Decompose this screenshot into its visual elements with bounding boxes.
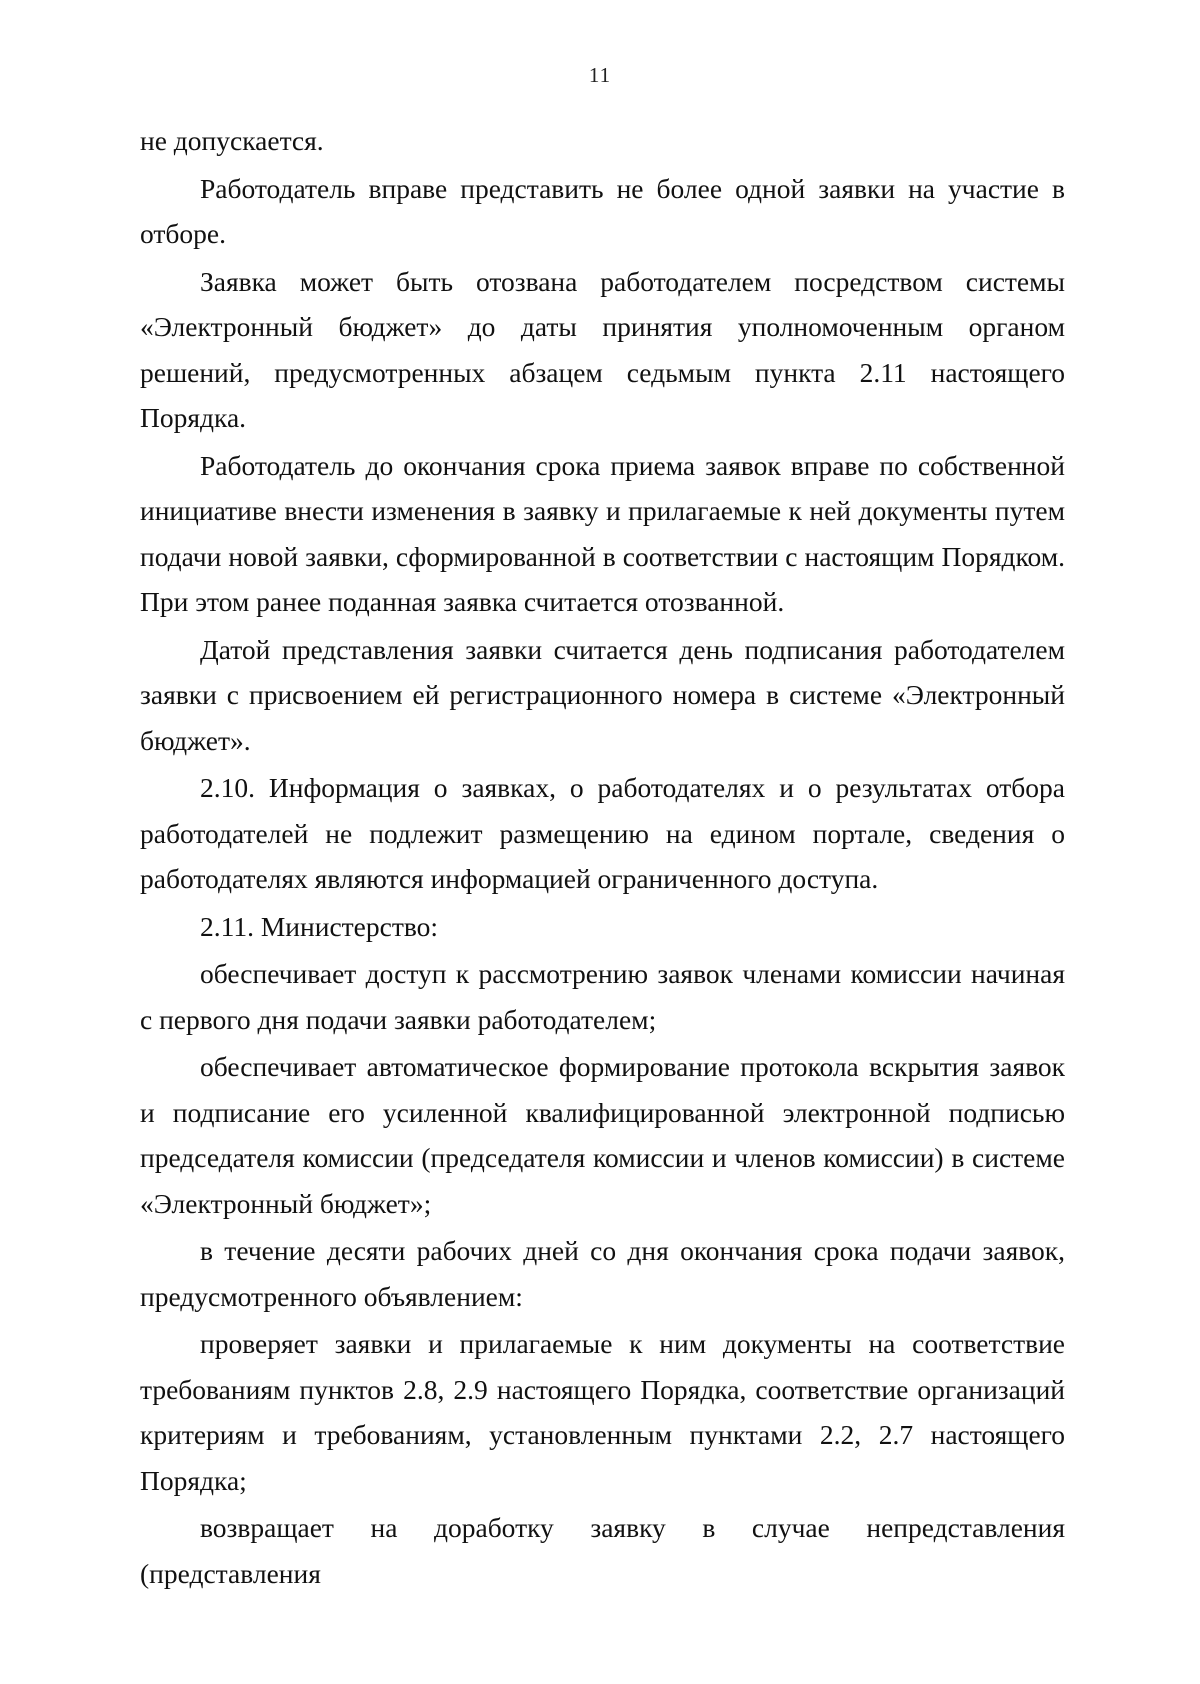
- paragraph: 2.10. Информация о заявках, о работодателях и о результатах отбора работодателей не подлежит размещению на едином портале, сведения о работодателях являются информацией ограниченного доступа.: [140, 772, 1065, 894]
- paragraph: в течение десяти рабочих дней со дня окончания срока подачи заявок, предусмотренного объявлением:: [140, 1235, 1065, 1312]
- paragraph: Работодатель вправе представить не более одной заявки на участие в отборе.: [140, 172, 1065, 249]
- paragraph: проверяет заявки и прилагаемые к ним документы на соответствие требованиям пунктов 2.8, 2.9 настоящего Порядка, соответствие организаций критериям и требованиям, установленным пунктами 2.2, 2.7 настоящего Порядка;: [140, 1328, 1065, 1496]
- paragraph: обеспечивает автоматическое формирование протокола вскрытия заявок и подписание его усиленной квалифицированной электронной подписью председателя комиссии (председателя комиссии и членов комиссии) в системе «Электронный бюджет»;: [140, 1051, 1065, 1219]
- paragraph: Работодатель до окончания срока приема заявок вправе по собственной инициативе внести изменения в заявку и прилагаемые к ней документы путем подачи новой заявки, сформированной в соответствии с настоящим Порядком. При этом ранее поданная заявка считается отозванной.: [140, 449, 1065, 617]
- paragraph: не допускается.: [140, 125, 324, 156]
- document-body: [140, 118, 1065, 1596]
- page-number: 11: [588, 63, 612, 87]
- paragraph: Заявка может быть отозвана работодателем посредством системы «Электронный бюджет» до даты принятия уполномоченным органом решений, предусмотренных абзацем седьмым пункта 2.11 настоящего Порядка.: [140, 265, 1065, 433]
- paragraph: возвращает на доработку заявку в случае непредставления (представления: [140, 1512, 1065, 1589]
- paragraph: Датой представления заявки считается день подписания работодателем заявки с присвоением ей регистрационного номера в системе «Электронный бюджет».: [140, 633, 1065, 756]
- paragraph: обеспечивает доступ к рассмотрению заявок членами комиссии начиная с первого дня подачи заявки работодателем;: [140, 958, 1065, 1035]
- paragraph: 2.11. Министерство:: [200, 910, 439, 942]
